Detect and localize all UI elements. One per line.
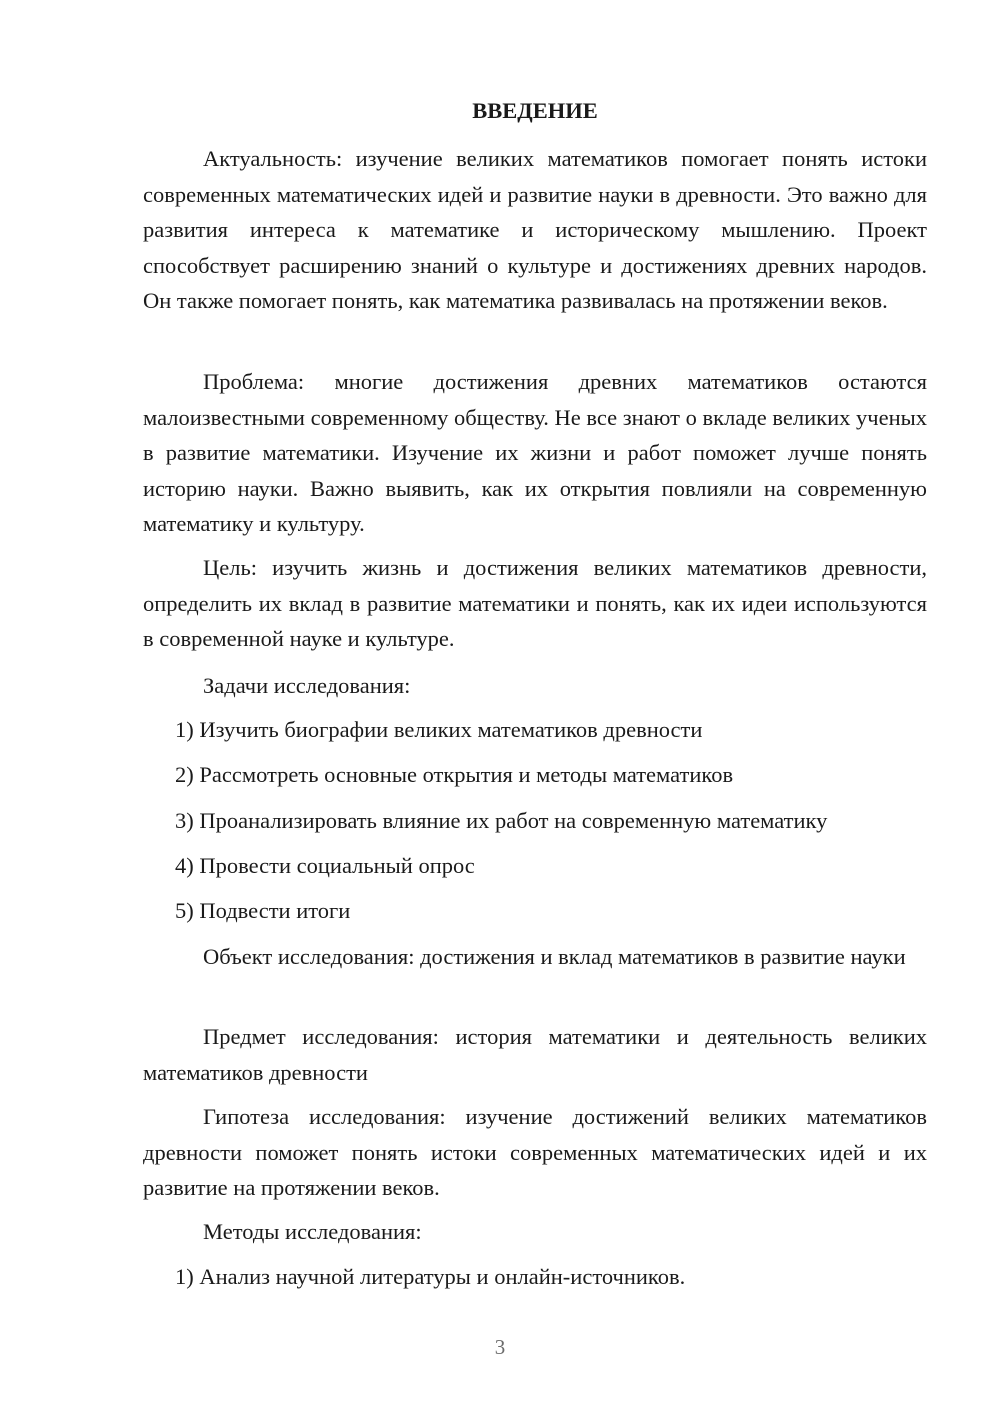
page-number: 3 xyxy=(494,1335,506,1359)
page-title: ВВЕДЕНИЕ xyxy=(472,98,598,123)
task-item: 4) Провести социальный опрос xyxy=(175,853,475,878)
paragraph-hypothesis: Гипотеза исследования: изучение достижений великих математиков древности поможет понять истоки современных математических идей и их развитие на протяжении веков. xyxy=(143,1104,927,1200)
paragraph-goal: Цель: изучить жизнь и достижения великих математиков древности, определить их вклад в развитие математики и понять, как их идеи используются в современной науке и культуре. xyxy=(143,555,927,651)
task-item: 3) Проанализировать влияние их работ на современную математику xyxy=(175,808,828,833)
method-item: 1) Анализ научной литературы и онлайн-источников. xyxy=(175,1264,686,1289)
paragraph-object: Объект исследования: достижения и вклад математиков в развитие науки xyxy=(203,944,906,969)
task-item: 5) Подвести итоги xyxy=(175,898,351,923)
paragraph-relevance: Актуальность: изучение великих математиков помогает понять истоки современных математических идей и развитие науки в древности. Это важно для развития интереса к математике и историческому мышлению. Проект способствует расширению знаний о культуре и достижениях древних народов. Он также помогает понять, как математика развивалась на протяжении веков. xyxy=(143,146,927,313)
paragraph-subject: Предмет исследования: история математики и деятельность великих математиков древности xyxy=(143,1024,927,1085)
methods-heading: Методы исследования: xyxy=(203,1219,422,1244)
paragraph-problem: Проблема: многие достижения древних математиков остаются малоизвестными современному обществу. Не все знают о вкладе великих ученых в развитие математики. Изучение их жизни и работ поможет лучше понять историю науки. Важно выявить, как их открытия повлияли на современную математику и культуру. xyxy=(143,369,927,536)
task-item: 1) Изучить биографии великих математиков древности xyxy=(175,717,703,742)
tasks-heading: Задачи исследования: xyxy=(203,673,411,698)
task-item: 2) Рассмотреть основные открытия и методы математиков xyxy=(175,762,734,787)
